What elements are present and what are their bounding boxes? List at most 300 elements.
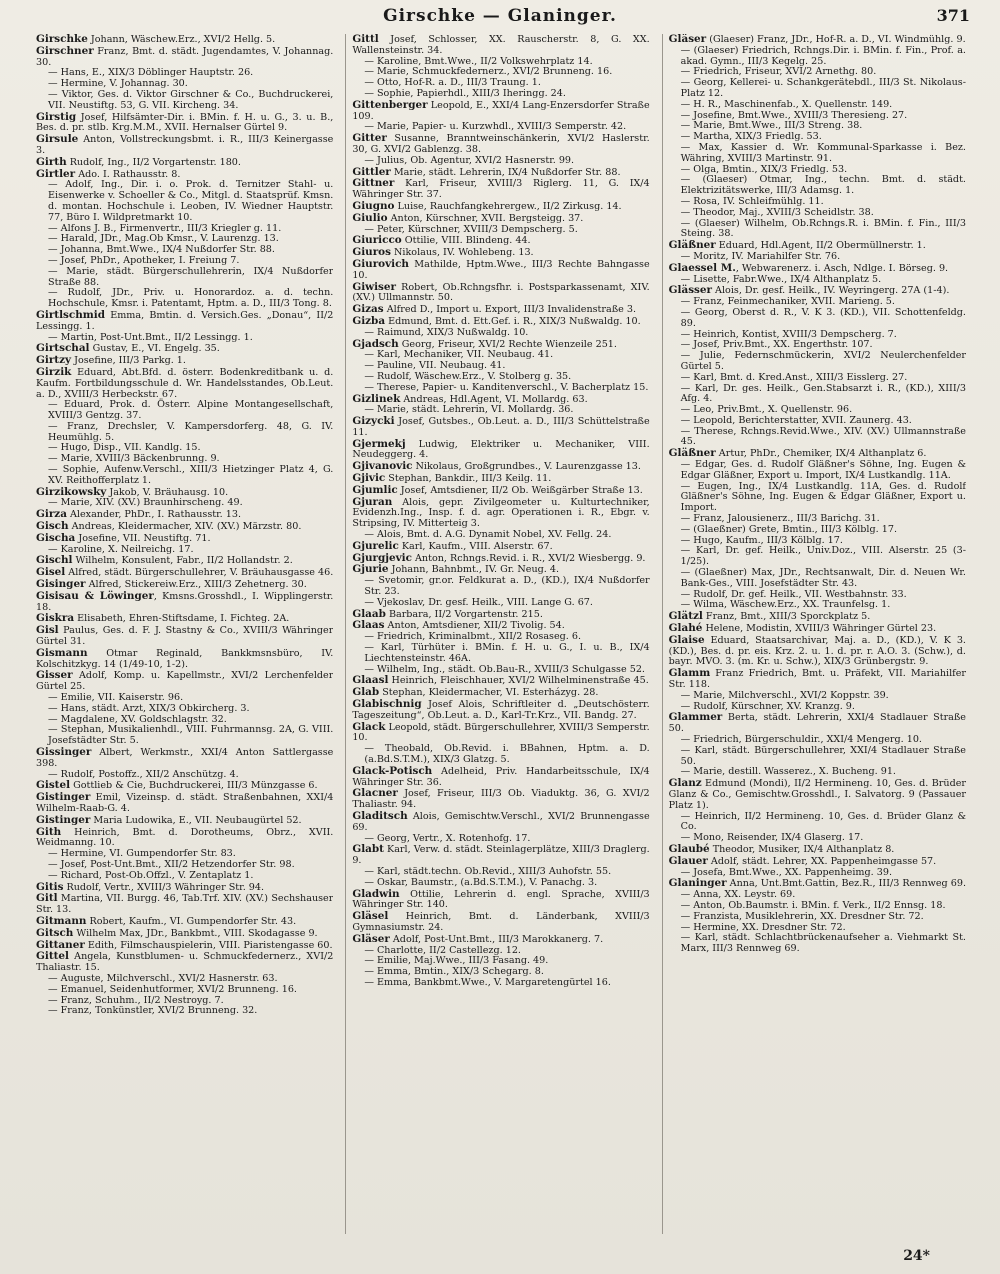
directory-entry	[36, 893, 333, 916]
entry-surname: Glaubé	[668, 842, 710, 855]
entry-surname: Girth	[36, 155, 67, 168]
entry-details: Eduard, Hdl.Agent, II/2 Obermüllnerstr. 1.	[715, 240, 926, 252]
directory-entry	[669, 427, 966, 449]
entry-details: — Karl, Mechaniker, VII. Neubaug. 41.	[364, 349, 554, 361]
directory-entry	[669, 767, 966, 778]
entry-details: Leopold, E., XXI/4 Lang-Enzersdorfer Straße 109.	[352, 99, 650, 122]
entry-details: — Moritz, IV. Mariahilfer Str. 76.	[680, 250, 841, 262]
entry-surname: Gitmann	[36, 914, 87, 927]
entry-details: Alfred, Stickereiw.Erz., XIII/3 Zehetnerg. 30.	[85, 579, 307, 591]
entry-details: — Adolf, Ing., Dir. i. o. Prok. d. Ternitzer Stahl- u. Eisenwerke v. Schoeller & Co., Mitgl. d. Staatsprüf. Kmsn. d. montan. Hochschule i. Leoben, IV. Wiedner Hauptstr. 77, Büro I. Wildpretmarkt 10.	[48, 179, 334, 223]
entry-surname: Gizas	[352, 303, 384, 316]
directory-entry	[352, 133, 649, 156]
entry-surname: Glauer	[668, 854, 708, 867]
entry-surname: Gittel	[36, 950, 69, 963]
entry-details: Stephan, Bankdir., III/3 Keilg. 11.	[385, 473, 552, 485]
entry-details: Anton, Vollstreckungsbmt. i. R., III/3 Keinergasse 3.	[36, 134, 334, 156]
directory-entry	[352, 553, 649, 565]
entry-surname: Giulio	[352, 211, 388, 224]
entry-details: Alois, Gemischtw.Verschl., XVI/2 Brunnengasse 69.	[352, 810, 650, 833]
entry-details: — Karoline, Bmt.Wwe., II/2 Volkswehrplatz 14.	[364, 55, 593, 67]
directory-entry	[669, 275, 966, 286]
entry-surname: Gläser	[668, 34, 707, 45]
entry-details: Anton, Kürschner, XVII. Bergsteigg. 37.	[387, 212, 584, 224]
page-header	[0, 4, 1000, 30]
entry-surname: Glaninger	[668, 877, 727, 890]
entry-surname: Gizycki	[352, 415, 395, 428]
entry-details: — Marie, Papier- u. Kurzwhdl., XVIII/3 Semperstr. 42.	[364, 121, 627, 133]
directory-entry	[352, 122, 649, 133]
directory-entry	[36, 422, 333, 444]
entry-details: — Mono, Reisender, IX/4 Glaserg. 17.	[680, 832, 864, 844]
entry-details: — (Glaeser) Otmar, Ing., techn. Bmt. d. städt. Elektrizitätswerke, III/3 Adamsg. 1.	[680, 174, 966, 197]
entry-details: Emil, Vizeinsp. d. städt. Straßenbahnen, XXI/4 Wilhelm-Raab-G. 4.	[36, 792, 334, 814]
entry-details: — Olga, Bmtin., XIX/3 Friedlg. 53.	[680, 163, 848, 175]
entry-surname: Gisser	[36, 669, 73, 682]
directory-entry	[36, 625, 333, 648]
entry-details: Barbara, II/2 Vorgartenstr. 215.	[385, 608, 543, 620]
entry-details: Josef, Amtsdiener, II/2 Ob. Weißgärber Straße 13.	[397, 484, 643, 496]
entry-details: Adolf, Komp. u. Kapellmstr., XVI/2 Lerchenfelder Gürtel 25.	[36, 670, 334, 693]
entry-details: Ludwig, Elektriker u. Mechaniker, VIII. Neudeggerg. 4.	[352, 438, 650, 461]
entry-details: — Rudolf, Kürschner, XV. Kranzg. 9.	[680, 700, 855, 712]
directory-entry	[352, 178, 649, 201]
directory-entry	[352, 497, 649, 530]
entry-surname: Glaas	[352, 619, 385, 632]
entry-details: — Stephan, Musikalienhdl., VIII. Fuhrmannsg. 2A, G. VIII. Josefstädter Str. 5.	[48, 724, 334, 747]
entry-details: — Charlotte, II/2 Castellezg. 12.	[364, 944, 521, 956]
entry-details: — Hermine, V. Johannag. 30.	[48, 78, 188, 90]
entry-details: — Oskar, Baumstr., (a.Bd.S.T.M.), V. Panachg. 3.	[364, 876, 598, 888]
directory-entry	[36, 367, 333, 400]
entry-surname: Glässer	[668, 284, 712, 297]
entry-details: Rudolf, Vertr., XVIII/3 Währinger Str. 94.	[63, 881, 265, 893]
entry-details: (Glaeser) Franz, JDr., Hof-R. a. D., VI. Windmühlg. 9.	[706, 34, 966, 45]
directory-entry	[352, 911, 649, 934]
entry-surname: Glaab	[352, 607, 386, 620]
directory-entry	[36, 951, 333, 974]
entry-details: — Marie, städt. Bürgerschullehrerin, IX/4 Nußdorfer Straße 88.	[48, 265, 334, 288]
entry-details: — Franz, Tonkünstler, XVI/2 Brunneng. 32.	[48, 1005, 258, 1017]
entry-details: — Anton, Ob.Baumstr. i. BMin. f. Verk., II/2 Ennsg. 18.	[680, 899, 946, 911]
entry-details: Franz Friedrich, Bmt. u. Präfekt, VII. Mariahilfer Str. 118.	[668, 668, 966, 691]
entry-details: Josef, Schlosser, XX. Rauscherstr. 8, G. XX. Wallensteinstr. 34.	[352, 34, 650, 56]
entry-details: Josefine, III/3 Parkg. 1.	[71, 355, 186, 367]
entry-details: Gottlieb & Cie, Buchdruckerei, III/3 Münzgasse 6.	[70, 780, 318, 792]
entry-details: — Alfons J. B., Firmenvertr., III/3 Kriegler g. 11.	[48, 222, 282, 234]
directory-entry	[669, 219, 966, 241]
entry-details: Berta, städt. Lehrerin, XXI/4 Stadlauer Straße 50.	[668, 712, 966, 735]
directory-entry	[36, 134, 333, 157]
entry-details: Martina, VII. Burgg. 46, Tab.Trf. XIV. (XV.) Sechshauser Str. 13.	[36, 893, 334, 916]
directory-entry	[36, 770, 333, 781]
entry-surname: Gitsch	[36, 926, 74, 939]
directory-entry	[669, 143, 966, 165]
entry-details: Theodor, Musiker, IX/4 Althanplatz 8.	[709, 843, 895, 855]
entry-surname: Gladitsch	[352, 809, 408, 822]
directory-entry	[669, 778, 966, 811]
directory-entry	[36, 288, 333, 310]
entry-details: — Sophie, Aufenw.Verschl., XIII/3 Hietzinger Platz 4, G. XV. Reithofferplatz 1.	[48, 464, 334, 486]
entry-details: — Sophie, Papierhdl., XIII/3 Iheringg. 24.	[364, 87, 566, 99]
entry-surname: Gjivic	[352, 472, 386, 485]
directory-entry	[36, 648, 333, 671]
entry-surname: Gischl	[36, 554, 73, 567]
entry-details: — Edgar, Ges. d. Rudolf Gläßner's Söhne, Ing. Eugen & Edgar Gläßner, Export u. Import, IX/4 Lustkandlg. 11A.	[680, 459, 966, 481]
directory-entry	[352, 485, 649, 497]
entry-details: — Julie, Federnschmückerin, XVI/2 Neulerchenfelder Gürtel 5.	[680, 350, 966, 372]
entry-details: — Eugen, Ing., IX/4 Lustkandlg. 11A, Ges. d. Rudolf Gläßner's Söhne, Ing. Eugen & Edgar Gläßner, Export u. Import.	[680, 480, 966, 514]
entry-details: Ottilie, Lehrerin d. engl. Sprache, XVIII/3 Währinger Str. 140.	[352, 888, 650, 911]
entry-surname: Gizba	[352, 314, 386, 327]
entry-surname: Gischa	[36, 531, 76, 544]
directory-entry	[36, 343, 333, 355]
entry-surname: Glanz	[668, 777, 702, 790]
directory-entry	[669, 712, 966, 735]
entry-surname: Glamm	[668, 667, 711, 680]
entry-surname: Girzik	[36, 365, 72, 378]
directory-entry	[352, 259, 649, 282]
entry-surname: Glack	[352, 720, 386, 733]
entry-surname: Gisl	[36, 624, 59, 637]
entry-details: — Leopold, Berichterstatter, XVII. Zaunerg. 43.	[680, 414, 912, 426]
entry-surname: Gittner	[352, 177, 395, 190]
directory-entry	[669, 635, 966, 668]
directory-entry	[669, 812, 966, 834]
entry-details: Andreas, Hdl.Agent, VI. Mollardg. 63.	[400, 393, 588, 405]
entry-details: — Eduard, Prok. d. Österr. Alpine Montangesellschaft, XVIII/3 Gentzg. 37.	[48, 399, 334, 422]
entry-details: Alois, Dr. gesf. Heilk., IV. Weyringerg. 27A (1-4).	[712, 285, 950, 297]
directory-entry	[669, 568, 966, 590]
entry-surname: Girtzy	[36, 354, 72, 367]
entry-details: Nikolaus, Großgrundbes., V. Laurenzgasse 13.	[412, 461, 641, 473]
directory-entry	[36, 815, 333, 827]
entry-surname: Gläsel	[352, 910, 389, 923]
entry-surname: Glätzl	[668, 610, 703, 623]
directory-entry	[669, 46, 966, 68]
entry-details: Georg, Friseur, XVI/2 Rechte Wienzeile 251.	[398, 338, 617, 350]
entry-surname: Giskra	[36, 612, 75, 625]
entry-surname: Gitis	[36, 880, 64, 893]
entry-details: — (Glaeser) Friedrich, Rchngs.Dir. i. BMin. f. Fin., Prof. a. akad. Gymn., III/3 Kegelg. 25.	[680, 44, 966, 67]
entry-details: Elisabeth, Ehren-Stiftsdame, I. Fichteg. 2A.	[74, 613, 290, 625]
entry-details: Adolf, Post-Unt.Bmt., III/3 Marokkanerg. 7.	[389, 933, 604, 945]
entry-details: Adolf, städt. Lehrer, XX. Pappenheimgasse 57.	[707, 855, 937, 867]
entry-details: — Franz, Drechsler, V. Kampersdorferg. 48, G. IV. Heumühlg. 5.	[48, 420, 334, 443]
directory-entry	[669, 746, 966, 768]
directory-entry	[352, 834, 649, 845]
entry-details: Helene, Modistin, XVIII/3 Währinger Gürtel 23.	[702, 623, 937, 635]
directory-entry	[669, 546, 966, 568]
entry-surname: Gjurgjevic	[352, 551, 412, 564]
entry-surname: Gläßner	[668, 447, 716, 460]
entry-details: Ado. I. Rathausstr. 8.	[75, 168, 181, 180]
directory-entry	[669, 308, 966, 330]
entry-surname: Girzikowsky	[36, 485, 107, 498]
entry-surname: Gith	[36, 825, 62, 838]
entry-details: — (Glaeser) Wilhelm, Ob.Rchngs.R. i. BMin. f. Fin., III/3 Steing. 38.	[680, 217, 966, 240]
directory-entry	[352, 788, 649, 811]
entry-details: — Magdalene, XV. Goldschlagstr. 32.	[48, 713, 227, 725]
entry-details: — H. R., Maschinenfab., X. Quellenstr. 149.	[680, 98, 893, 110]
entry-details: — Hans, städt. Arzt, XIX/3 Obkircherg. 3.	[48, 702, 250, 714]
directory-entry	[352, 304, 649, 316]
directory-entry	[352, 643, 649, 665]
entry-details: Edith, Filmschauspielerin, VIII. Piaristengasse 60.	[84, 939, 333, 951]
entry-surname: Glabischnig	[352, 698, 422, 711]
entry-details: — Karl, Bmt. d. Kred.Anst., XIII/3 Eisslerg. 27.	[680, 371, 908, 383]
entry-surname: Gismann	[36, 646, 88, 659]
directory-entry	[352, 405, 649, 416]
column-1	[36, 34, 333, 1234]
directory-entry	[352, 598, 649, 609]
entry-surname: Gisel	[36, 566, 66, 579]
entry-details: Mathilde, Hptm.Wwe., III/3 Rechte Bahngasse 10.	[352, 258, 650, 281]
directory-entry	[352, 461, 649, 473]
entry-surname: Gjadsch	[352, 337, 399, 350]
entry-surname: Gitl	[36, 892, 58, 905]
entry-details: — Martin, Post-Unt.Bmt., II/2 Lessingg. 1.	[48, 331, 253, 343]
entry-surname: Gisinger	[36, 578, 86, 591]
directory-entry	[36, 310, 333, 333]
signature-mark: 24*	[903, 1248, 930, 1264]
directory-entry	[669, 482, 966, 514]
entry-details: — Wilhelm, Ing., städt. Ob.Bau-R., XVIII/3 Schulgasse 52.	[364, 663, 645, 675]
entry-details: — Martha, XIX/3 Friedlg. 53.	[680, 131, 822, 143]
entry-surname: Gittler	[352, 165, 391, 178]
entry-details: — Johanna, Bmt.Wwe., IX/4 Nußdorfer Str. 88.	[48, 244, 275, 256]
entry-details: Paulus, Ges. d. F. J. Stastny & Co., XVIII/3 Währinger Gürtel 31.	[36, 625, 334, 648]
entry-details: Anton, Amtsdiener, XII/2 Tivolig. 54.	[384, 620, 565, 632]
entry-details: — Therese, Rchngs.Revid.Wwe., XIV. (XV.) Ullmannstraße 45.	[680, 425, 966, 448]
entry-details: — Josefa, Bmt.Wwe., XX. Pappenheimg. 39.	[680, 866, 893, 878]
entry-details: Edmund (Mondi), II/2 Hermineng. 10, Ges. d. Brüder Glanz & Co., Gemischtw.Grosshdl., I. Salvatorg. 9 (Passauer Platz 1).	[668, 778, 966, 811]
entry-surname: Girtlschmid	[36, 308, 105, 321]
page-number: 371	[936, 6, 970, 25]
entry-details: — Karl, Türhüter i. BMin. f. H. u. G., I. u. B., IX/4 Liechtensteinstr. 46A.	[364, 642, 650, 664]
entry-details: Robert, Kaufm., VI. Gumpendorfer Str. 43.	[86, 915, 297, 927]
entry-details: Johann, Wäschew.Erz., XVI/2 Hellg. 5.	[87, 34, 276, 45]
entry-surname: Girschke	[36, 34, 88, 45]
directory-entry	[669, 668, 966, 691]
entry-details: — Harald, JDr., Mag.Ob Kmsr., V. Laurenzg. 13.	[48, 233, 279, 245]
entry-details: — Franz, Feinmechaniker, XVII. Marieng. 5.	[680, 296, 895, 308]
entry-surname: Girtler	[36, 167, 76, 180]
entry-details: Wilhelm Max, JDr., Bankbmt., VIII. Skodagasse 9.	[73, 927, 318, 939]
entry-details: Alois, gepr. Zivilgeometer u. Kulturtechniker, Evidenzh.Ing., Insp. f. d. agr. Operationen i. R., Ebgr. v. Stripsing, IV. Mitterteig 3.	[352, 496, 650, 530]
entry-details: — Emilie, VII. Kaiserstr. 96.	[48, 692, 184, 704]
entry-details: — Hugo, Disp., VII. Kandlg. 15.	[48, 442, 201, 454]
directory-entry	[669, 623, 966, 635]
entry-details: — Hugo, Kaufm., III/3 Kölblg. 17.	[680, 534, 843, 546]
entry-details: — Marie, XVIII/3 Bäckenbrunng. 9.	[48, 453, 220, 465]
entry-surname: Gitter	[352, 132, 387, 145]
entry-details: Josef, Hilfsämter-Dir. i. BMin. f. H. u. G., 3. u. B., Bes. d. pr. stlb. Krg.M.M., XVII. Hernalser Gürtel 9.	[36, 111, 334, 134]
entry-details: — Rudolf, Postoffz., XII/2 Anschützg. 4.	[48, 768, 239, 780]
entry-surname: Gjurie	[352, 563, 389, 576]
directory-entry	[36, 747, 333, 770]
entry-details: Franz, Bmt. d. städt. Jugendamtes, V. Johannag. 30.	[36, 45, 334, 68]
entry-details: Jakob, V. Bräuhausg. 10.	[106, 486, 229, 498]
entry-surname: Gistinger	[36, 813, 91, 826]
entry-details: — Auguste, Milchverschl., XVI/2 Hasnerstr. 63.	[48, 972, 278, 984]
entry-details: — Emma, Bmtin., XIX/3 Schegarg. 8.	[364, 966, 544, 978]
directory-entry	[352, 282, 649, 305]
entry-details: — Hermine, XX. Dresdner Str. 72.	[680, 921, 846, 933]
directory-entry	[36, 465, 333, 487]
entry-details: — (Glaeßner) Grete, Bmtin., III/3 Kölblg. 17.	[680, 523, 897, 535]
directory-entry	[36, 90, 333, 112]
entry-details: — Peter, Kürschner, XVIII/3 Dempscherg. 5.	[364, 223, 578, 235]
directory-entry	[669, 933, 966, 955]
directory-entry	[352, 416, 649, 439]
entry-details: — Pauline, VII. Neubaug. 41.	[364, 360, 506, 372]
entry-details: — (Glaeßner) Max, JDr., Rechtsanwalt, Dir. d. Neuen Wr. Bank-Ges., VIII. Josefstädter Str. 43.	[680, 567, 966, 589]
directory-entry	[36, 827, 333, 850]
entry-details: Otmar Reginald, Bankkmsnsbüro, IV. Kolschitzkyg. 14 (1/49-10, 1-2).	[36, 647, 334, 670]
entry-surname: Gladwin	[352, 887, 400, 900]
entry-surname: Girtschal	[36, 342, 90, 355]
entry-details: Leopold, städt. Bürgerschullehrer, XVIII/3 Semperstr. 10.	[352, 721, 650, 744]
entry-surname: Girstig	[36, 110, 77, 123]
entry-details: Heinrich, Bmt. d. Dorotheums, Obrz., XVII. Weidmanng. 10.	[36, 826, 334, 849]
entry-surname: Glaise	[668, 633, 705, 646]
directory-entry	[352, 156, 649, 167]
entry-details: — Marie, XIV. (XV.) Braunhirscheng. 49.	[48, 497, 243, 509]
directory-entry	[669, 844, 966, 856]
directory-entry	[352, 889, 649, 912]
entry-details: Alfred D., Import u. Export, III/3 Invalidenstraße 3.	[383, 304, 637, 316]
entry-details: — Heinrich, Kontist, XVIII/3 Dempscherg. 7.	[680, 328, 897, 340]
directory-entry	[352, 167, 649, 179]
entry-details: — Rudolf, Dr. gef. Heilk., VII. Westbahnstr. 33.	[680, 588, 907, 600]
directory-entry	[352, 609, 649, 621]
entry-surname: Gittl	[352, 34, 379, 45]
entry-details: — Rosa, IV. Schleifmühlg. 11.	[680, 195, 824, 207]
entry-details: — Rudolf, Wäschew.Erz., V. Stolberg g. 35.	[364, 370, 572, 382]
entry-details: — Theodor, Maj., XVIII/3 Scheidlstr. 38.	[680, 206, 874, 218]
entry-details: — Georg, Vertr., X. Rotenhofg. 17.	[364, 832, 531, 844]
entry-surname: Giuros	[352, 246, 391, 259]
entry-details: Wilhelm, Konsulent, Fabr., II/2 Hollandstr. 2.	[72, 555, 293, 567]
entry-details: — Georg, Kellerei- u. Schankgerätebdl., III/3 St. Nikolaus-Platz 12.	[680, 77, 966, 99]
entry-details: Susanne, Branntweinschänkerin, XVI/2 Haslerstr. 30, G. XVI/2 Gablenzg. 38.	[352, 133, 650, 155]
entry-surname: Girsule	[36, 133, 79, 146]
entry-details: Albert, Werkmstr., XXI/4 Anton Sattlergasse 398.	[36, 747, 334, 769]
entry-details: Nikolaus, IV. Wohlebeng. 13.	[390, 247, 534, 259]
entry-surname: Girza	[36, 508, 67, 521]
entry-details: — Friedrich, Kriminalbmt., XII/2 Rosaseg. 6.	[364, 631, 582, 643]
entry-details: Josef, Friseur, III/3 Ob. Viaduktg. 36, G. XVI/2 Thaliastr. 94.	[352, 788, 650, 811]
entry-details: — Julius, Ob. Agentur, XVI/2 Hasnerstr. 99.	[364, 154, 575, 166]
entry-surname: Glaessel M.	[668, 261, 736, 274]
entry-details: Adelheid, Priv. Handarbeitsschule, IX/4 Währinger Str. 36.	[352, 765, 650, 788]
entry-details: Alfred, städt. Bürgerschullehrer, V. Bräuhausgasse 46.	[65, 567, 334, 579]
column-2	[345, 34, 649, 1234]
entry-surname: Giwiser	[352, 280, 396, 293]
entry-details: Franz, Bmt., XIII/3 Sporckplatz 5.	[702, 611, 871, 623]
directory-entry	[36, 871, 333, 882]
directory-entry	[36, 180, 333, 223]
entry-details: Karl, Verw. d. städt. Steinlagerplätze, XIII/3 Draglerg. 9.	[352, 844, 650, 867]
entry-details: — Emma, Bankbmt.Wwe., V. Margaretengürtel 16.	[364, 976, 611, 988]
entry-details: — Karl, städt. Schlachtbrückenaufseher a. Viehmarkt St. Marx, III/3 Rennweg 69.	[680, 932, 966, 955]
entry-surname: Glammer	[668, 711, 723, 724]
entry-details: Alexander, PhDr., I. Rathausstr. 13.	[66, 509, 242, 521]
directory-entry	[352, 201, 649, 213]
entry-details: Eduard, Staatsarchivar, Maj. a. D., (KD.), V. K 3. (KD.), Bes. d. pr. eis. Krz. 2. u. 1. d. pr. r. A.O. 3. (Schw.), d. bayr. MVO. 3. (m. Kr. u. Schw.), XIX/3 Grünbergstr. 9.	[668, 634, 966, 668]
entry-details: Karl, Friseur, XVIII/3 Riglerg. 11, G. IX/4 Währinger Str. 37.	[352, 178, 650, 201]
entry-details: — Josef, Priv.Bmt., XX. Engerthstr. 107.	[680, 339, 873, 351]
directory-entry	[669, 78, 966, 100]
directory-entry	[36, 1006, 333, 1017]
entry-details: — Karl, Dr. ges. Heilk., Gen.Stabsarzt i. R., (KD.), XIII/3 Afg. 4.	[680, 382, 966, 405]
entry-details: — Richard, Post-Ob.Offzl., V. Zentaplatz 1.	[48, 869, 254, 881]
directory-entry	[36, 355, 333, 367]
directory-entry	[669, 351, 966, 373]
directory-entry	[669, 384, 966, 406]
entry-surname: Glack-Potisch	[352, 764, 433, 777]
entry-surname: Gjurelic	[352, 539, 399, 552]
entry-details: Karl, Kaufm., VIII. Alserstr. 67.	[398, 540, 553, 552]
entry-details: Robert, Ob.Rchngsfhr. i. Postsparkassenamt, XIV. (XV.) Ullmannstr. 50.	[352, 281, 650, 304]
entry-details: — Marie, Bmt.Wwe., III/3 Streng. 38.	[680, 120, 863, 132]
running-head: Girschke — Glaninger.	[383, 6, 617, 26]
directory-entry	[352, 439, 649, 462]
directory-entry	[352, 744, 649, 766]
directory-entry	[669, 460, 966, 482]
entry-details: — Svetomir, gr.or. Feldkurat a. D., (KD.), IX/4 Nußdorfer Str. 23.	[364, 575, 650, 598]
entry-details: — Franz, Jalousienerz., III/3 Barichg. 31.	[680, 513, 880, 525]
entry-details: — Franz, Schuhm., II/2 Nestroyg. 7.	[48, 994, 224, 1006]
entry-details: Gustav, E., VI. Engelg. 35.	[89, 343, 220, 355]
directory-entry	[352, 665, 649, 676]
entry-surname: Gjuran	[352, 495, 393, 508]
directory-entry	[36, 509, 333, 521]
directory-entry	[36, 882, 333, 894]
entry-surname: Gisch	[36, 520, 69, 533]
entry-surname: Gläßner	[668, 239, 716, 252]
entry-details: — Josefine, Bmt.Wwe., XVIII/3 Theresieng. 27.	[680, 109, 908, 121]
entry-details: — Theobald, Ob.Revid. i. BBahnen, Hptm. a. D. (a.Bd.S.T.M.), XIX/3 Glatzg. 5.	[364, 743, 650, 765]
entry-surname: Gistel	[36, 779, 71, 792]
entry-details: — Anna, XX. Leystr. 69.	[680, 889, 796, 901]
entry-details: — Max, Kassier d. Wr. Kommunal-Sparkasse i. Bez. Währing, XVIII/3 Martinstr. 91.	[680, 141, 966, 164]
entry-details: — Friedrich, Friseur, XVI/2 Arnethg. 80.	[680, 66, 877, 78]
entry-details: Ottilie, VIII. Blindeng. 44.	[401, 235, 531, 247]
entry-details: — Karl, Dr. gef. Heilk., Univ.Doz., VIII. Alserstr. 25 (3-1/25).	[680, 545, 966, 568]
entry-details: Josef, Gutsbes., Ob.Leut. a. D., III/3 Schüttelstraße 11.	[352, 416, 650, 438]
entry-details: — Georg, Oberst d. R., V. K 3. (KD.), VII. Schottenfeldg. 89.	[680, 306, 966, 329]
directory-entry	[352, 978, 649, 989]
entry-details: — Vjekoslav, Dr. gesf. Heilk., VIII. Lange G. 67.	[364, 596, 593, 608]
directory-entry	[669, 600, 966, 611]
directory-entry	[36, 916, 333, 928]
entry-details: Anton, Rchngs.Revid. i. R., XVI/2 Wiesbergg. 9.	[411, 552, 646, 564]
directory-entry	[36, 498, 333, 509]
directory-entry	[36, 112, 333, 135]
entry-surname: Giuricco	[352, 234, 402, 247]
entry-details: , Webwarenerz. i. Asch, Ndlge. I. Börseg. 9.	[735, 262, 949, 274]
entry-details: — Otto, Hof-R. a. D., III/3 Traung. 1.	[364, 77, 541, 89]
entry-details: Heinrich, Bmt. d. Länderbank, XVIII/3 Gymnasiumstr. 24.	[352, 911, 650, 933]
entry-surname: Gissinger	[36, 746, 92, 758]
entry-surname: Gjivanovic	[352, 460, 413, 473]
entry-details: — Lisette, Fabr.Wwe., IX/4 Althanplatz 5.	[680, 273, 882, 285]
entry-details: — Raimund, XIX/3 Nußwaldg. 10.	[364, 326, 529, 338]
entry-details: — Karl, städt. Bürgerschullehrer, XXI/4 Stadlauer Straße 50.	[680, 744, 966, 767]
directory-entry	[36, 670, 333, 693]
